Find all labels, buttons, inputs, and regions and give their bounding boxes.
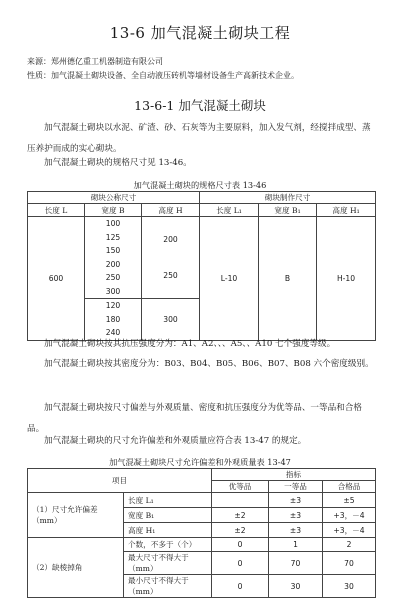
header-height: 高度 H: [142, 204, 200, 217]
header-index: 指标: [212, 469, 376, 481]
cell-widths-a: [85, 217, 142, 299]
header-width: 宽度 B: [85, 204, 142, 217]
row-value: 0: [212, 538, 269, 552]
paragraph-4: 加气混凝土砌块按其密度分为：B03、B04、B05、B06、B07、B08 六个密度级别。: [44, 359, 374, 369]
section-title: 13-6-1 加气混凝土砌块: [134, 98, 266, 113]
row-value: 2: [323, 538, 376, 552]
height-value: 250: [163, 271, 178, 280]
paragraph-2: 加气混凝土砌块的规格尺寸见 13-46。: [44, 158, 192, 168]
row-name: 高度 H₁: [124, 523, 212, 538]
width-value: 125: [105, 232, 121, 242]
row-value: 30: [269, 575, 323, 598]
row-value: 30: [323, 575, 376, 598]
cell-heights-a: [142, 217, 200, 299]
cell-l1: L-10: [200, 217, 259, 341]
row-value: ±3: [269, 493, 323, 508]
paragraph-6: 加气混凝土砌块的尺寸允许偏差和外观质量应符合表 13-47 的规定。: [44, 436, 307, 446]
cell-length: 600: [28, 217, 85, 341]
width-value: 300: [105, 286, 121, 296]
row-value: ±2: [212, 523, 269, 538]
row-value: ±5: [323, 493, 376, 508]
width-value: 120: [105, 301, 121, 310]
row-value: 70: [323, 552, 376, 575]
width-value: 100: [105, 219, 121, 228]
table2-caption: 加气混凝土砌块尺寸允许偏差和外观质量表 13-47: [109, 457, 291, 467]
size-spec-table: [27, 191, 376, 341]
row-value: 0: [212, 575, 269, 598]
row-value: [212, 493, 269, 508]
row-value: ±2: [212, 508, 269, 523]
table1-caption: 加气混凝土砌块的规格尺寸表 13-46: [133, 180, 267, 190]
cell-height-b: 300: [142, 299, 200, 341]
header-grade-premium: 优等品: [212, 481, 269, 493]
width-value: 240: [105, 328, 121, 337]
row-value: 1: [269, 538, 323, 552]
row-value: +3，－4: [323, 523, 376, 538]
page-title: 13-6 加气混凝土砌块工程: [109, 24, 291, 42]
row-name: 最小尺寸不得大于（mm）: [124, 575, 212, 598]
row-value: ±3: [269, 523, 323, 538]
row-value: 70: [269, 552, 323, 575]
tolerance-table: [27, 468, 376, 598]
row-value: ±3: [269, 508, 323, 523]
height-value: 200: [163, 234, 178, 244]
source-line: 来源：郑州德亿重工机器制造有限公司: [27, 57, 163, 66]
header-length: 长度 L: [28, 204, 85, 217]
header-grade-first: 一等品: [269, 481, 323, 493]
row-value: +3，－4: [323, 508, 376, 523]
cell-b1: B: [259, 217, 317, 341]
row-name: 个数，不多于（个）: [124, 538, 212, 552]
nature-line: 性质：加气混凝土砌块设备、全自动液压砖机等墙材设备生产高新技术企业。: [27, 71, 299, 80]
paragraph-3: 加气混凝土砌块按其抗压强度分为：A1、A2、、、A5、、A10 七个强度等级。: [44, 339, 336, 349]
row-name: 宽度 B₁: [124, 508, 212, 523]
header-item: 项目: [28, 469, 212, 493]
header-width-b1: 宽度 B₁: [259, 204, 317, 217]
row-name: 长度 L₁: [124, 493, 212, 508]
header-height-h1: 高度 H₁: [317, 204, 376, 217]
paragraph-1: 加气混凝土砌块以水泥、矿渣、砂、石灰等为主要原料，加入发气剂，经搅拌成型、蒸压养护而成的实心砌块。: [27, 123, 371, 154]
group-edge-damage: （2）缺棱掉角: [28, 538, 124, 598]
header-length-l1: 长度 L₁: [200, 204, 259, 217]
width-value: 250: [105, 273, 121, 282]
cell-h1: H-10: [317, 217, 376, 341]
group-size-tolerance: （1）尺寸允许偏差（mm）: [28, 493, 124, 538]
header-grade-qualified: 合格品: [323, 481, 376, 493]
width-value: 200: [105, 259, 121, 269]
row-name: 最大尺寸不得大于（mm）: [124, 552, 212, 575]
width-value: 180: [105, 314, 121, 324]
group-manufactured-size: 砌块制作尺寸: [200, 192, 376, 204]
width-value: 150: [105, 246, 121, 255]
paragraph-5: 加气混凝土砌块按尺寸偏差与外观质量、密度和抗压强度分为优等品、一等品和合格品。: [27, 403, 362, 434]
group-nominal-size: 砌块公称尺寸: [28, 192, 200, 204]
row-value: 0: [212, 552, 269, 575]
